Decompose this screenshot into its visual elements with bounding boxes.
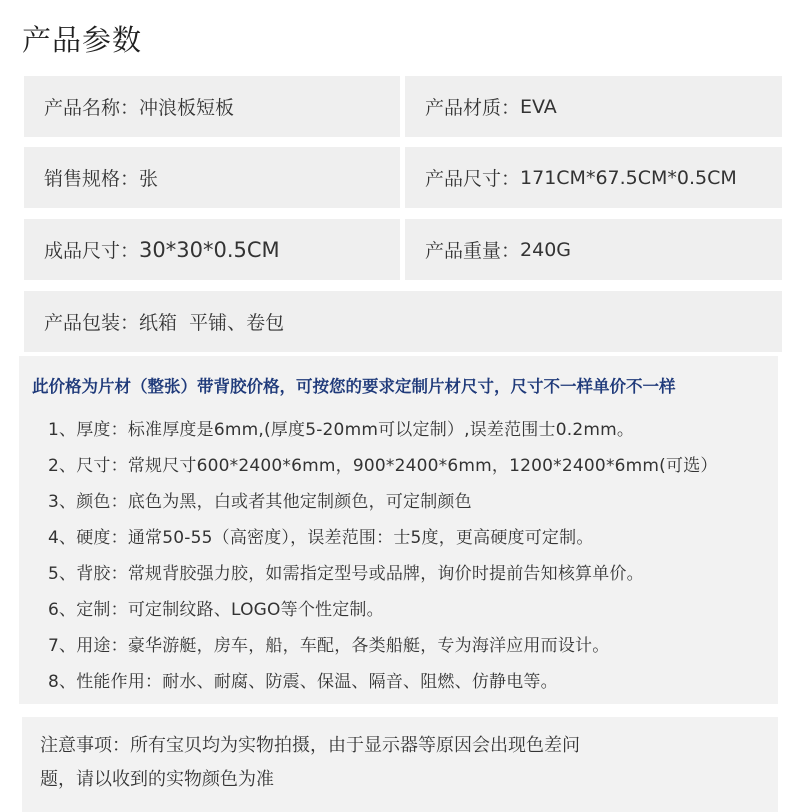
notice-line: 题，请以收到的实物颜色为准 [40, 769, 274, 790]
spec-value: 纸箱 平铺、卷包 [139, 312, 285, 334]
list-item: 2、尺寸：常规尺寸600*2400*6mm，900*2400*6mm，1200*2400*6mm(可选） [48, 456, 718, 476]
spec-label: 产品包装： [44, 312, 140, 334]
spec-value: 张 [139, 168, 159, 190]
notice-line: 注意事项：所有宝贝均为实物拍摄，由于显示器等原因会出现色差问 [40, 735, 580, 756]
spec-product-size [405, 147, 782, 208]
list-item: 1、厚度：标准厚度是6mm,(厚度5-20mm可以定制）,误差范围士0.2mm。 [48, 420, 635, 440]
notice-box [22, 717, 778, 812]
spec-sales-unit [24, 147, 400, 208]
spec-label: 产品材质： [425, 97, 521, 119]
spec-label: 销售规格： [44, 168, 140, 190]
spec-label: 产品名称： [44, 97, 140, 119]
list-item: 5、背胶：常规背胶强力胶，如需指定型号或品牌，询价时提前告知核算单价。 [48, 564, 644, 584]
page-title: 产品参数 [22, 23, 143, 57]
notes-list [48, 418, 718, 706]
spec-value: 171CM*67.5CM*0.5CM [520, 166, 737, 189]
spec-label: 产品重量： [425, 240, 521, 262]
spec-value: EVA [520, 95, 557, 118]
spec-value: 240G [520, 238, 572, 261]
notes-panel [19, 356, 778, 704]
spec-value: 30*30*0.5CM [139, 237, 280, 262]
list-item: 4、硬度：通常50-55（高密度），误差范围：士5度，更高硬度可定制。 [48, 528, 594, 548]
spec-material [405, 76, 782, 137]
list-item: 6、定制：可定制纹路、LOGO等个性定制。 [48, 600, 384, 620]
list-item: 3、颜色：底色为黑，白或者其他定制颜色，可定制颜色 [48, 492, 472, 512]
list-item: 7、用途：豪华游艇，房车，船，车配，各类船艇，专为海洋应用而设计。 [48, 636, 610, 656]
spec-label: 成品尺寸： [44, 240, 140, 262]
list-item: 8、性能作用：耐水、耐腐、防震、保温、隔音、阻燃、仿静电等。 [48, 672, 558, 692]
spec-value: 冲浪板短板 [139, 97, 235, 119]
spec-packaging [24, 291, 782, 352]
notes-heading: 此价格为片材（整张）带背胶价格，可按您的要求定制片材尺寸，尺寸不一样单价不一样 [32, 377, 676, 396]
spec-weight [405, 219, 782, 280]
spec-product-name [24, 76, 400, 137]
spec-finished-size [24, 219, 400, 280]
spec-label: 产品尺寸： [425, 168, 521, 190]
